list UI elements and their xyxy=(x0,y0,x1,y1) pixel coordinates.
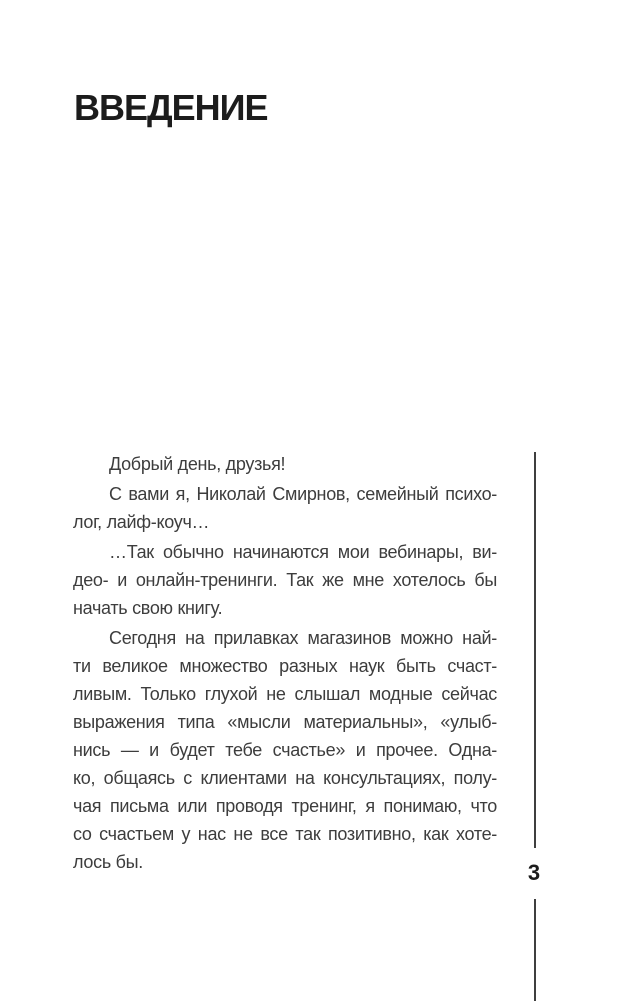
chapter-heading: ВВЕДЕНИЕ xyxy=(74,87,268,128)
text-line: …Так обычно начинаются мои вебинары, ви- xyxy=(109,542,497,562)
text-line: ти великое множество разных наук быть счаст- xyxy=(73,656,497,676)
text-line: начать свою книгу. xyxy=(73,598,223,618)
body-text xyxy=(73,450,497,878)
paragraph xyxy=(73,538,497,622)
text-line: выражения типа «мысли материальны», «улыб- xyxy=(73,712,497,732)
paragraph xyxy=(73,624,497,876)
paragraph xyxy=(73,450,497,478)
vertical-rule-top xyxy=(534,452,536,848)
text-line: со счастьем у нас не все так позитивно, как хоте- xyxy=(73,824,497,844)
text-line: Сегодня на прилавках магазинов можно най- xyxy=(109,628,497,648)
paragraph xyxy=(73,480,497,536)
text-line: Добрый день, друзья! xyxy=(109,454,286,474)
text-line: чая письма или проводя тренинг, я понимаю, что xyxy=(73,796,497,816)
vertical-rule-bottom xyxy=(534,899,536,1001)
text-line: лог, лайф-коуч… xyxy=(73,512,210,532)
text-line: С вами я, Николай Смирнов, семейный психо- xyxy=(109,484,497,504)
text-line: нись — и будет тебе счастье» и прочее. Одна- xyxy=(73,740,497,760)
text-line: ко, общаясь с клиентами на консультациях, полу- xyxy=(73,768,497,788)
page-number: 3 xyxy=(527,860,541,885)
text-line: ливым. Только глухой не слышал модные сейчас xyxy=(73,684,497,704)
text-line: лось бы. xyxy=(73,852,143,872)
text-line: део- и онлайн-тренинги. Так же мне хотелось бы xyxy=(73,570,497,590)
